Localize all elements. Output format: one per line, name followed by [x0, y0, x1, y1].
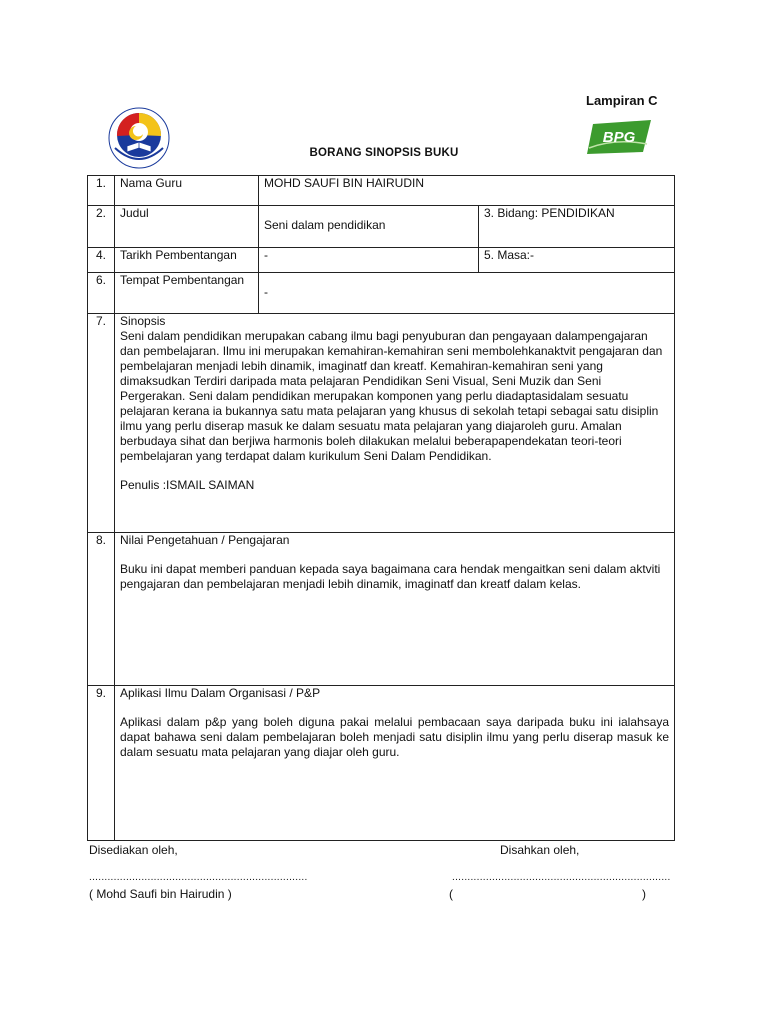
knowledge-text: Buku ini dapat memberi panduan kepada saya bagaimana cara hendak mengaitkan seni dalam aktviti pengajaran dan pembelajaran menjadi lebih dinamik, imaginatf dan kreatf dalam kelas. [120, 562, 661, 591]
verified-by-label: Disahkan oleh, [500, 843, 580, 857]
row-number: 1. [88, 176, 115, 206]
knowledge-cell [115, 533, 675, 686]
book-title-value: Seni dalam pendidikan [259, 206, 479, 248]
row-number: 4. [88, 248, 115, 273]
ministry-crest-logo [107, 106, 171, 170]
field-bidang: 3. Bidang: PENDIDIKAN [479, 206, 675, 248]
verified-name-open: ( [449, 887, 453, 901]
synopsis-cell [115, 314, 675, 533]
verified-name-close: ) [642, 887, 646, 901]
section-heading: Sinopsis [120, 314, 166, 328]
application-cell [115, 686, 675, 841]
lampiran-label: Lampiran C [586, 93, 658, 108]
field-label: Nama Guru [115, 176, 259, 206]
author-line: Penulis :ISMAIL SAIMAN [120, 478, 255, 492]
field-label: Tarikh Pembentangan [115, 248, 259, 273]
bpg-logo-text: BPG [602, 129, 636, 146]
field-label: Judul [115, 206, 259, 248]
row-number: 8. [88, 533, 115, 686]
row-number: 2. [88, 206, 115, 248]
application-text: Aplikasi dalam p&p yang boleh diguna pakai melalui pembacaan saya daripada buku ini ialahsaya dapat bahawa seni dalam pembelajaran boleh menjadi satu disiplin ilmu yang perlu diserap masuk ke dalam sesuatu mata pelajaran yang diajar oleh guru. [120, 715, 670, 759]
prepared-by-label: Disediakan oleh, [89, 843, 178, 857]
row-presentation-place [88, 273, 675, 314]
row-knowledge-value [88, 533, 675, 686]
field-label: Tempat Pembentangan [115, 273, 259, 314]
row-number: 9. [88, 686, 115, 841]
presentation-date-value: - [259, 248, 479, 273]
section-heading: Nilai Pengetahuan / Pengajaran [120, 533, 290, 547]
verified-signature-line: ....................................................................... [452, 872, 671, 883]
row-number: 6. [88, 273, 115, 314]
section-heading: Aplikasi Ilmu Dalam Organisasi / P&P [120, 686, 321, 700]
teacher-name-value: MOHD SAUFI BIN HAIRUDIN [259, 176, 675, 206]
row-application [88, 686, 675, 841]
synopsis-text: Seni dalam pendidikan merupakan cabang ilmu bagi penyuburan dan pengayaan dalampengajaran dan pembelajaran. Ilmu ini merupakan kemahiran-kemahiran seni membolehkanaktvit pengajaran dan pembelajaran menjadi lebih dinamik, imaginatf dan kreatf. Kemahiran-kemahiran seni yang dimaksudkan Terdiri daripada mata pelajaran Pendidikan Seni Visual, Seni Muzik dan Seni Pergerakan. Seni dalam pendidikan merupakan komponen yang perlu diadaptasidalam sesuatu pelajaran kerana ia bukannya satu mata pelajaran yang khusus di sekolah tetapi sebagai satu disiplin ilmu yang perlu diserap masuk ke dalam sesuatu mata pelajaran yang diajaroleh guru. Amalan berbudaya sihat dan berjiwa harmonis boleh dilakukan melalui beberapapendekatan teori-teori pembelajaran yang terdapat dalam kurikulum Seni Dalam Pendidikan. [120, 329, 663, 463]
form-title: BORANG SINOPSIS BUKU [309, 147, 459, 159]
row-title [88, 206, 675, 248]
presentation-place-value: - [259, 273, 675, 314]
prepared-signature-line: ....................................................................... [89, 872, 308, 883]
row-presentation-date [88, 248, 675, 273]
row-teacher-name [88, 176, 675, 206]
row-number: 7. [88, 314, 115, 533]
row-synopsis [88, 314, 675, 533]
field-masa: 5. Masa:- [479, 248, 675, 273]
prepared-name: ( Mohd Saufi bin Hairudin ) [89, 887, 232, 901]
synopsis-form-table [87, 175, 675, 841]
